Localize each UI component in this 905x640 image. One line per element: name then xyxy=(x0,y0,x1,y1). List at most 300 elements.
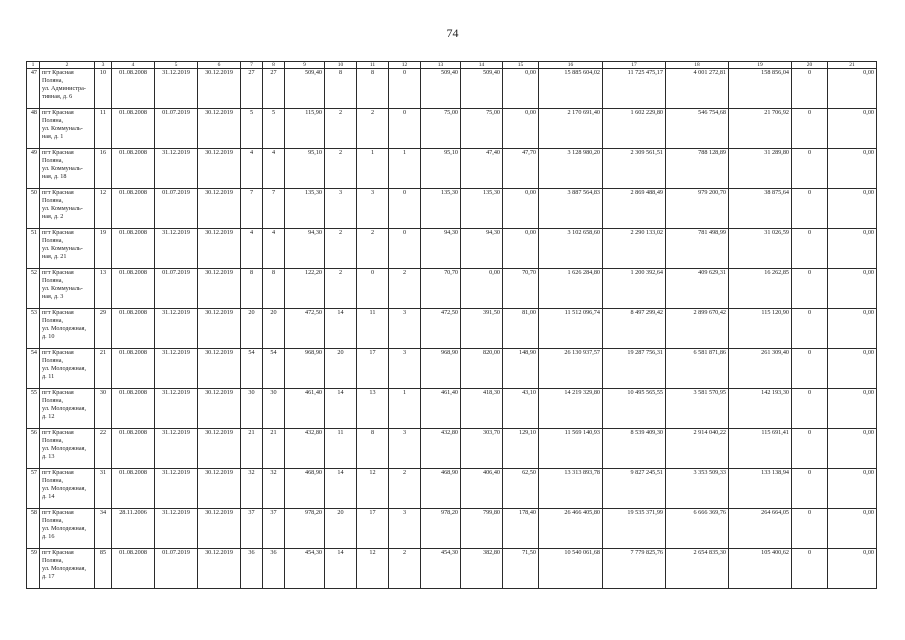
area-cell: 75,00 xyxy=(421,109,461,149)
cell-col21: 0,00 xyxy=(828,429,877,469)
cell-col11: 11 xyxy=(357,309,389,349)
area-cell: 135,30 xyxy=(461,189,503,229)
table-row xyxy=(27,109,877,149)
column-number: 8 xyxy=(263,62,285,69)
cell-col7: 27 xyxy=(241,69,263,109)
area-cell: 95,10 xyxy=(285,149,325,189)
area-cell: 509,40 xyxy=(461,69,503,109)
amount-cell: 31 026,59 xyxy=(729,229,792,269)
amount-cell: 7 779 825,76 xyxy=(603,549,666,589)
cell-col12: 0 xyxy=(389,109,421,149)
cell-col3: 12 xyxy=(95,189,112,229)
date-cell: 30.12.2019 xyxy=(198,469,241,509)
date-cell: 01.08.2008 xyxy=(112,469,155,509)
area-cell: 70,70 xyxy=(421,269,461,309)
date-cell: 01.08.2008 xyxy=(112,269,155,309)
area-cell: 47,70 xyxy=(503,149,539,189)
cell-col12: 2 xyxy=(389,549,421,589)
cell-col21: 0,00 xyxy=(828,109,877,149)
date-cell: 01.08.2008 xyxy=(112,309,155,349)
column-number: 1 xyxy=(27,62,40,69)
amount-cell: 8 539 409,30 xyxy=(603,429,666,469)
column-number: 3 xyxy=(95,62,112,69)
area-cell: 95,10 xyxy=(421,149,461,189)
table-row xyxy=(27,509,877,549)
date-cell: 30.12.2019 xyxy=(198,189,241,229)
cell-col10: 8 xyxy=(325,69,357,109)
area-cell: 47,40 xyxy=(461,149,503,189)
cell-col21: 0,00 xyxy=(828,549,877,589)
date-cell: 31.12.2019 xyxy=(155,389,198,429)
cell-col10: 20 xyxy=(325,509,357,549)
area-cell: 968,90 xyxy=(285,349,325,389)
amount-cell: 19 287 756,31 xyxy=(603,349,666,389)
table-row xyxy=(27,69,877,109)
amount-cell: 11 569 140,93 xyxy=(539,429,603,469)
cell-col8: 21 xyxy=(263,429,285,469)
cell-col7: 30 xyxy=(241,389,263,429)
amount-cell: 1 200 392,64 xyxy=(603,269,666,309)
area-cell: 148,90 xyxy=(503,349,539,389)
row-number: 48 xyxy=(27,109,40,149)
amount-cell: 9 827 245,51 xyxy=(603,469,666,509)
address-cell: пгт Красная Поляна, ул. Молодежная, д. 14 xyxy=(40,469,95,509)
row-number: 54 xyxy=(27,349,40,389)
cell-col20: 0 xyxy=(792,149,828,189)
cell-col20: 0 xyxy=(792,429,828,469)
cell-col3: 31 xyxy=(95,469,112,509)
cell-col11: 2 xyxy=(357,229,389,269)
amount-cell: 264 664,05 xyxy=(729,509,792,549)
amount-cell: 781 498,99 xyxy=(666,229,729,269)
cell-col12: 0 xyxy=(389,69,421,109)
cell-col10: 2 xyxy=(325,109,357,149)
area-cell: 978,20 xyxy=(421,509,461,549)
cell-col8: 37 xyxy=(263,509,285,549)
cell-col21: 0,00 xyxy=(828,309,877,349)
amount-cell: 26 130 937,57 xyxy=(539,349,603,389)
page-number: 74 xyxy=(446,26,459,40)
cell-col11: 8 xyxy=(357,429,389,469)
cell-col11: 0 xyxy=(357,269,389,309)
area-cell: 968,90 xyxy=(421,349,461,389)
date-cell: 01.08.2008 xyxy=(112,229,155,269)
cell-col3: 21 xyxy=(95,349,112,389)
cell-col21: 0,00 xyxy=(828,229,877,269)
date-cell: 31.12.2019 xyxy=(155,349,198,389)
cell-col10: 20 xyxy=(325,349,357,389)
area-cell: 799,80 xyxy=(461,509,503,549)
area-cell: 43,10 xyxy=(503,389,539,429)
cell-col10: 14 xyxy=(325,549,357,589)
amount-cell: 2 914 040,22 xyxy=(666,429,729,469)
cell-col20: 0 xyxy=(792,389,828,429)
address-cell: пгт Красная Поляна, ул. Коммуналь- ная, д. 18 xyxy=(40,149,95,189)
date-cell: 30.12.2019 xyxy=(198,149,241,189)
cell-col12: 0 xyxy=(389,189,421,229)
amount-cell: 16 262,85 xyxy=(729,269,792,309)
cell-col20: 0 xyxy=(792,189,828,229)
date-cell: 30.12.2019 xyxy=(198,69,241,109)
amount-cell: 2 290 133,02 xyxy=(603,229,666,269)
address-cell: пгт Красная Поляна, ул. Молодежная, д. 11 xyxy=(40,349,95,389)
row-number: 51 xyxy=(27,229,40,269)
cell-col11: 8 xyxy=(357,69,389,109)
cell-col10: 2 xyxy=(325,269,357,309)
cell-col8: 27 xyxy=(263,69,285,109)
cell-col20: 0 xyxy=(792,509,828,549)
cell-col8: 54 xyxy=(263,349,285,389)
column-number: 6 xyxy=(198,62,241,69)
column-number: 15 xyxy=(503,62,539,69)
address-cell: пгт Красная Поляна, ул. Коммуналь- ная, д. 1 xyxy=(40,109,95,149)
table-row xyxy=(27,269,877,309)
amount-cell: 6 581 871,86 xyxy=(666,349,729,389)
row-number: 57 xyxy=(27,469,40,509)
amount-cell: 15 885 604,02 xyxy=(539,69,603,109)
column-number: 11 xyxy=(357,62,389,69)
amount-cell: 979 200,70 xyxy=(666,189,729,229)
cell-col11: 12 xyxy=(357,549,389,589)
amount-cell: 3 128 980,20 xyxy=(539,149,603,189)
area-cell: 454,30 xyxy=(421,549,461,589)
date-cell: 01.08.2008 xyxy=(112,149,155,189)
amount-cell: 31 289,80 xyxy=(729,149,792,189)
table-row xyxy=(27,549,877,589)
column-number: 16 xyxy=(539,62,603,69)
date-cell: 30.12.2019 xyxy=(198,389,241,429)
cell-col21: 0,00 xyxy=(828,269,877,309)
cell-col3: 19 xyxy=(95,229,112,269)
amount-cell: 1 626 284,80 xyxy=(539,269,603,309)
cell-col3: 34 xyxy=(95,509,112,549)
date-cell: 01.08.2008 xyxy=(112,109,155,149)
cell-col3: 29 xyxy=(95,309,112,349)
amount-cell: 13 313 893,78 xyxy=(539,469,603,509)
date-cell: 28.11.2006 xyxy=(112,509,155,549)
amount-cell: 38 875,64 xyxy=(729,189,792,229)
amount-cell: 2 899 670,42 xyxy=(666,309,729,349)
amount-cell: 1 602 229,80 xyxy=(603,109,666,149)
amount-cell: 788 128,89 xyxy=(666,149,729,189)
area-cell: 432,80 xyxy=(285,429,325,469)
cell-col21: 0,00 xyxy=(828,69,877,109)
column-number: 9 xyxy=(285,62,325,69)
amount-cell: 11 725 475,17 xyxy=(603,69,666,109)
area-cell: 0,00 xyxy=(461,269,503,309)
area-cell: 303,70 xyxy=(461,429,503,469)
amount-cell: 115 691,41 xyxy=(729,429,792,469)
column-number: 13 xyxy=(421,62,461,69)
cell-col12: 1 xyxy=(389,149,421,189)
date-cell: 30.12.2019 xyxy=(198,349,241,389)
cell-col7: 32 xyxy=(241,469,263,509)
address-cell: пгт Красная Поляна, ул. Коммуналь- ная, д. 3 xyxy=(40,269,95,309)
area-cell: 454,30 xyxy=(285,549,325,589)
date-cell: 01.07.2019 xyxy=(155,189,198,229)
date-cell: 01.07.2019 xyxy=(155,549,198,589)
area-cell: 461,40 xyxy=(421,389,461,429)
cell-col8: 32 xyxy=(263,469,285,509)
amount-cell: 142 193,30 xyxy=(729,389,792,429)
address-cell: пгт Красная Поляна, ул. Коммуналь- ная, д. 21 xyxy=(40,229,95,269)
table-row xyxy=(27,309,877,349)
column-number: 12 xyxy=(389,62,421,69)
amount-cell: 19 535 371,99 xyxy=(603,509,666,549)
cell-col3: 30 xyxy=(95,389,112,429)
area-cell: 135,30 xyxy=(285,189,325,229)
column-number: 2 xyxy=(40,62,95,69)
date-cell: 01.08.2008 xyxy=(112,69,155,109)
cell-col12: 3 xyxy=(389,349,421,389)
row-number: 47 xyxy=(27,69,40,109)
area-cell: 468,90 xyxy=(421,469,461,509)
cell-col10: 14 xyxy=(325,309,357,349)
area-cell: 71,50 xyxy=(503,549,539,589)
cell-col3: 16 xyxy=(95,149,112,189)
area-cell: 820,00 xyxy=(461,349,503,389)
area-cell: 70,70 xyxy=(503,269,539,309)
cell-col8: 7 xyxy=(263,189,285,229)
column-number: 14 xyxy=(461,62,503,69)
cell-col12: 2 xyxy=(389,269,421,309)
table-row xyxy=(27,229,877,269)
cell-col21: 0,00 xyxy=(828,469,877,509)
date-cell: 01.08.2008 xyxy=(112,549,155,589)
cell-col8: 4 xyxy=(263,229,285,269)
amount-cell: 14 219 329,80 xyxy=(539,389,603,429)
column-number: 20 xyxy=(792,62,828,69)
amount-cell: 3 102 658,60 xyxy=(539,229,603,269)
address-cell: пгт Красная Поляна, ул. Молодежная, д. 16 xyxy=(40,509,95,549)
cell-col7: 4 xyxy=(241,149,263,189)
cell-col3: 85 xyxy=(95,549,112,589)
address-cell: пгт Красная Поляна, ул. Молодежная, д. 10 xyxy=(40,309,95,349)
area-cell: 94,30 xyxy=(285,229,325,269)
row-number: 49 xyxy=(27,149,40,189)
amount-cell: 6 666 369,76 xyxy=(666,509,729,549)
cell-col3: 10 xyxy=(95,69,112,109)
amount-cell: 158 856,04 xyxy=(729,69,792,109)
cell-col7: 4 xyxy=(241,229,263,269)
cell-col12: 2 xyxy=(389,469,421,509)
amount-cell: 21 706,92 xyxy=(729,109,792,149)
column-number: 17 xyxy=(603,62,666,69)
table-row xyxy=(27,429,877,469)
cell-col11: 12 xyxy=(357,469,389,509)
cell-col11: 17 xyxy=(357,349,389,389)
cell-col7: 21 xyxy=(241,429,263,469)
amount-cell: 10 495 565,55 xyxy=(603,389,666,429)
cell-col21: 0,00 xyxy=(828,389,877,429)
area-cell: 62,50 xyxy=(503,469,539,509)
cell-col20: 0 xyxy=(792,349,828,389)
cell-col20: 0 xyxy=(792,69,828,109)
row-number: 52 xyxy=(27,269,40,309)
amount-cell: 105 400,62 xyxy=(729,549,792,589)
date-cell: 30.12.2019 xyxy=(198,229,241,269)
cell-col20: 0 xyxy=(792,549,828,589)
area-cell: 94,30 xyxy=(421,229,461,269)
cell-col12: 3 xyxy=(389,509,421,549)
amount-cell: 3 353 509,33 xyxy=(666,469,729,509)
area-cell: 75,00 xyxy=(461,109,503,149)
amount-cell: 26 466 405,80 xyxy=(539,509,603,549)
column-number: 7 xyxy=(241,62,263,69)
amount-cell: 2 309 561,51 xyxy=(603,149,666,189)
cell-col12: 3 xyxy=(389,429,421,469)
cell-col20: 0 xyxy=(792,109,828,149)
cell-col7: 5 xyxy=(241,109,263,149)
cell-col7: 7 xyxy=(241,189,263,229)
cell-col3: 22 xyxy=(95,429,112,469)
area-cell: 978,20 xyxy=(285,509,325,549)
cell-col10: 11 xyxy=(325,429,357,469)
table-row xyxy=(27,389,877,429)
cell-col20: 0 xyxy=(792,309,828,349)
cell-col10: 2 xyxy=(325,149,357,189)
cell-col11: 2 xyxy=(357,109,389,149)
area-cell: 115,90 xyxy=(285,109,325,149)
cell-col21: 0,00 xyxy=(828,189,877,229)
cell-col21: 0,00 xyxy=(828,509,877,549)
date-cell: 30.12.2019 xyxy=(198,309,241,349)
address-cell: пгт Красная Поляна, ул. Молодежная, д. 12 xyxy=(40,389,95,429)
row-number: 59 xyxy=(27,549,40,589)
amount-cell: 2 654 835,30 xyxy=(666,549,729,589)
date-cell: 31.12.2019 xyxy=(155,229,198,269)
cell-col12: 0 xyxy=(389,229,421,269)
cell-col20: 0 xyxy=(792,229,828,269)
address-cell: пгт Красная Поляна, ул. Администра- тивная, д. 6 xyxy=(40,69,95,109)
date-cell: 01.08.2008 xyxy=(112,429,155,469)
table-row xyxy=(27,349,877,389)
area-cell: 178,40 xyxy=(503,509,539,549)
cell-col8: 4 xyxy=(263,149,285,189)
date-cell: 30.12.2019 xyxy=(198,549,241,589)
amount-cell: 115 120,90 xyxy=(729,309,792,349)
date-cell: 31.12.2019 xyxy=(155,429,198,469)
amount-cell: 2 869 488,49 xyxy=(603,189,666,229)
table-row xyxy=(27,469,877,509)
area-cell: 129,10 xyxy=(503,429,539,469)
cell-col21: 0,00 xyxy=(828,149,877,189)
area-cell: 509,40 xyxy=(421,69,461,109)
area-cell: 418,30 xyxy=(461,389,503,429)
date-cell: 31.12.2019 xyxy=(155,69,198,109)
row-number: 56 xyxy=(27,429,40,469)
amount-cell: 11 512 096,74 xyxy=(539,309,603,349)
cell-col10: 2 xyxy=(325,229,357,269)
cell-col8: 36 xyxy=(263,549,285,589)
area-cell: 0,00 xyxy=(503,229,539,269)
cell-col8: 8 xyxy=(263,269,285,309)
cell-col3: 13 xyxy=(95,269,112,309)
area-cell: 0,00 xyxy=(503,189,539,229)
column-number: 5 xyxy=(155,62,198,69)
area-cell: 122,20 xyxy=(285,269,325,309)
amount-cell: 2 170 691,40 xyxy=(539,109,603,149)
cell-col11: 3 xyxy=(357,189,389,229)
date-cell: 30.12.2019 xyxy=(198,269,241,309)
cell-col7: 54 xyxy=(241,349,263,389)
address-cell: пгт Красная Поляна, ул. Коммуналь- ная, д. 2 xyxy=(40,189,95,229)
area-cell: 382,80 xyxy=(461,549,503,589)
cell-col10: 14 xyxy=(325,389,357,429)
area-cell: 0,00 xyxy=(503,109,539,149)
area-cell: 94,30 xyxy=(461,229,503,269)
date-cell: 01.07.2019 xyxy=(155,109,198,149)
area-cell: 432,80 xyxy=(421,429,461,469)
cell-col20: 0 xyxy=(792,469,828,509)
row-number: 55 xyxy=(27,389,40,429)
area-cell: 81,00 xyxy=(503,309,539,349)
area-cell: 472,50 xyxy=(421,309,461,349)
cell-col8: 20 xyxy=(263,309,285,349)
column-number: 19 xyxy=(729,62,792,69)
area-cell: 406,40 xyxy=(461,469,503,509)
column-number: 18 xyxy=(666,62,729,69)
amount-cell: 10 540 061,68 xyxy=(539,549,603,589)
date-cell: 01.07.2019 xyxy=(155,269,198,309)
row-number: 53 xyxy=(27,309,40,349)
cell-col12: 3 xyxy=(389,309,421,349)
area-cell: 0,00 xyxy=(503,69,539,109)
date-cell: 31.12.2019 xyxy=(155,469,198,509)
cell-col11: 17 xyxy=(357,509,389,549)
date-cell: 31.12.2019 xyxy=(155,509,198,549)
amount-cell: 409 629,31 xyxy=(666,269,729,309)
amount-cell: 261 309,40 xyxy=(729,349,792,389)
cell-col7: 37 xyxy=(241,509,263,549)
area-cell: 135,30 xyxy=(421,189,461,229)
date-cell: 30.12.2019 xyxy=(198,429,241,469)
amount-cell: 3 887 564,83 xyxy=(539,189,603,229)
column-number: 21 xyxy=(828,62,877,69)
area-cell: 461,40 xyxy=(285,389,325,429)
amount-cell: 133 138,94 xyxy=(729,469,792,509)
row-number: 50 xyxy=(27,189,40,229)
area-cell: 472,50 xyxy=(285,309,325,349)
date-cell: 30.12.2019 xyxy=(198,109,241,149)
row-number: 58 xyxy=(27,509,40,549)
address-cell: пгт Красная Поляна, ул. Молодежная, д. 13 xyxy=(40,429,95,469)
column-number: 10 xyxy=(325,62,357,69)
amount-cell: 8 497 299,42 xyxy=(603,309,666,349)
date-cell: 01.08.2008 xyxy=(112,349,155,389)
cell-col8: 30 xyxy=(263,389,285,429)
cell-col12: 1 xyxy=(389,389,421,429)
cell-col11: 13 xyxy=(357,389,389,429)
table-row xyxy=(27,189,877,229)
amount-cell: 3 581 570,95 xyxy=(666,389,729,429)
cell-col8: 5 xyxy=(263,109,285,149)
cell-col10: 3 xyxy=(325,189,357,229)
cell-col20: 0 xyxy=(792,269,828,309)
cell-col7: 36 xyxy=(241,549,263,589)
area-cell: 391,50 xyxy=(461,309,503,349)
cell-col7: 8 xyxy=(241,269,263,309)
date-cell: 01.08.2008 xyxy=(112,389,155,429)
date-cell: 31.12.2019 xyxy=(155,309,198,349)
cell-col10: 14 xyxy=(325,469,357,509)
table-row xyxy=(27,149,877,189)
cell-col7: 20 xyxy=(241,309,263,349)
date-cell: 31.12.2019 xyxy=(155,149,198,189)
amount-cell: 4 001 272,81 xyxy=(666,69,729,109)
date-cell: 30.12.2019 xyxy=(198,509,241,549)
area-cell: 509,40 xyxy=(285,69,325,109)
